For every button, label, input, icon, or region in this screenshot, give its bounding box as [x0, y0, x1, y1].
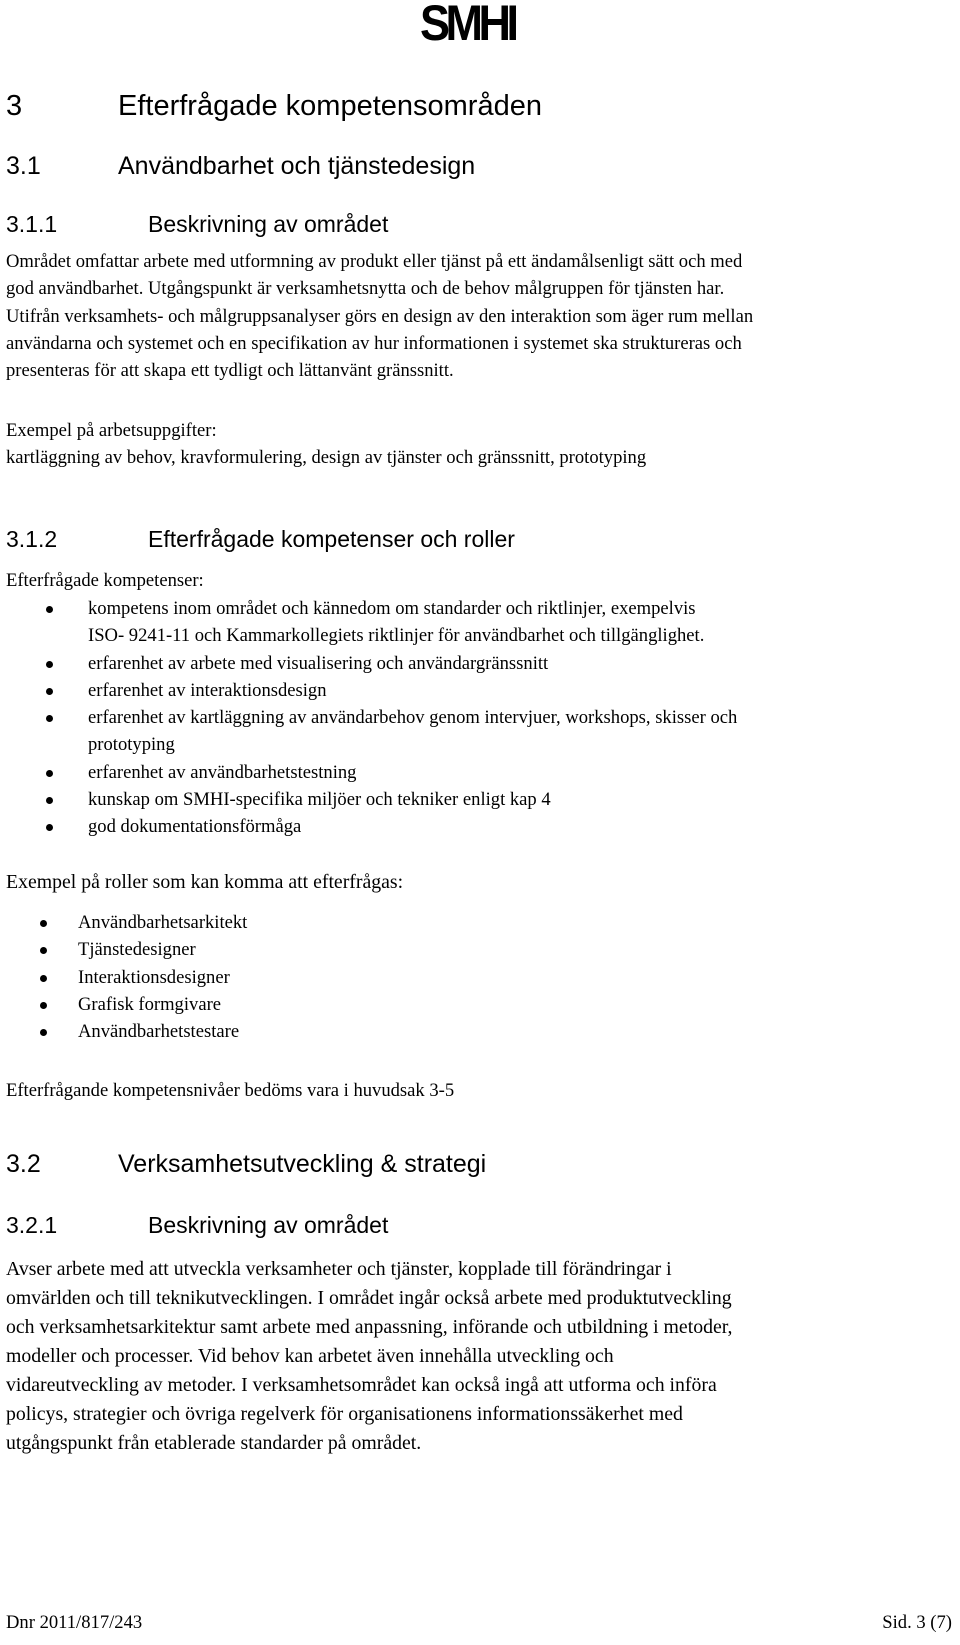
- subheading-3-1-1: [6, 211, 388, 238]
- subheading-title: Beskrivning av området: [148, 1212, 389, 1238]
- section-heading: [6, 90, 542, 123]
- list-item: [0, 677, 960, 704]
- examples-paragraph: [6, 417, 960, 472]
- list-item-text: erfarenhet av användbarhetstestning: [88, 761, 357, 783]
- paragraph-line: och verksamhetsarkitektur samt arbete med anpassning, införande och utbildning i metoder,: [6, 1316, 733, 1338]
- list-item-text: Tjänstedesigner: [78, 939, 196, 961]
- document-number: Dnr 2011/817/243: [6, 1612, 143, 1633]
- list-item: [0, 1018, 960, 1045]
- bullet-icon: [46, 688, 53, 695]
- list-item-text: Grafisk formgivare: [78, 993, 222, 1015]
- description-paragraph-3-2-1: [6, 1255, 960, 1458]
- subsection-heading-3-2: [6, 1150, 486, 1179]
- list-item-text: prototyping: [88, 734, 175, 756]
- page-footer: [6, 1612, 952, 1634]
- subheading-number: 3.2.1: [6, 1212, 58, 1238]
- list-item: [0, 964, 960, 991]
- subheading-number: 3.1.1: [6, 211, 58, 237]
- list-item-text: erfarenhet av arbete med visualisering och användargränssnitt: [88, 652, 549, 674]
- subheading-3-1-2: [6, 526, 515, 553]
- list-item: [0, 813, 960, 840]
- roles-label: Exempel på roller som kan komma att efterfrågas:: [6, 871, 404, 893]
- list-item-text: erfarenhet av interaktionsdesign: [88, 679, 327, 701]
- bullet-icon: [46, 606, 53, 613]
- description-paragraph-3-1-1: [6, 248, 960, 384]
- list-item-text: erfarenhet av kartläggning av användarbehov genom intervjuer, workshops, skisser och: [88, 707, 738, 729]
- bullet-icon: [46, 661, 53, 668]
- smhi-logo: [420, 0, 536, 46]
- paragraph-line: presenteras för att skapa ett tydligt och lättanvänt gränssnitt.: [6, 360, 454, 382]
- bullet-icon: [40, 975, 47, 982]
- list-item-text: kunskap om SMHI-specifika miljöer och tekniker enligt kap 4: [88, 789, 551, 811]
- subheading-title: Efterfrågade kompetenser och roller: [148, 526, 515, 552]
- paragraph-line: god användbarhet. Utgångspunkt är verksamhetsnytta och de behov målgruppen för tjänsten har.: [6, 278, 725, 300]
- competences-list: [0, 595, 960, 841]
- section-number: 3: [6, 90, 23, 122]
- list-item: [0, 991, 960, 1018]
- subheading-number: 3.1.2: [6, 526, 58, 552]
- bullet-icon: [46, 824, 53, 831]
- list-item: [0, 909, 960, 936]
- list-item-text: ISO- 9241-11 och Kammarkollegiets riktlinjer för användbarhet och tillgänglighet.: [88, 625, 705, 647]
- list-item: [0, 786, 960, 813]
- paragraph-line: utgångspunkt från etablerade standarder på området.: [6, 1432, 422, 1454]
- paragraph-line: Avser arbete med att utveckla verksamheter och tjänster, kopplade till förändringar i: [6, 1258, 672, 1280]
- list-item: [0, 704, 960, 759]
- roles-list: [0, 909, 960, 1045]
- subsection-number: 3.2: [6, 1150, 41, 1178]
- competences-label: Efterfrågade kompetenser:: [6, 570, 204, 591]
- subheading-3-2-1: [6, 1212, 388, 1239]
- bullet-icon: [46, 770, 53, 777]
- list-item-text: kompetens inom området och kännedom om standarder och riktlinjer, exempelvis: [88, 598, 696, 619]
- list-item-text: Interaktionsdesigner: [78, 966, 230, 988]
- bullet-icon: [40, 947, 47, 954]
- bullet-icon: [40, 920, 47, 927]
- list-item-text: god dokumentationsförmåga: [88, 816, 302, 838]
- paragraph-line: vidareutveckling av metoder. I verksamhetsområdet kan också ingå att utforma och införa: [6, 1374, 717, 1396]
- list-item: [0, 759, 960, 786]
- competence-level-text: Efterfrågande kompetensnivåer bedöms vara i huvudsak 3-5: [6, 1080, 455, 1101]
- subsection-heading-3-1: [6, 152, 475, 181]
- bullet-icon: [46, 715, 53, 722]
- bullet-icon: [40, 1029, 47, 1036]
- list-item-text: Användbarhetsarkitekt: [78, 912, 248, 933]
- list-item: [0, 936, 960, 963]
- paragraph-line: användarna och systemet och en specifikation av hur informationen i systemet ska struktureras och: [6, 332, 742, 354]
- bullet-icon: [46, 797, 53, 804]
- section-title: Efterfrågade kompetensområden: [118, 90, 542, 122]
- subheading-title: Beskrivning av området: [148, 211, 389, 237]
- list-item: [0, 650, 960, 677]
- subsection-title: Användbarhet och tjänstedesign: [118, 152, 476, 180]
- subsection-title: Verksamhetsutveckling & strategi: [118, 1150, 487, 1178]
- paragraph-line: omvärlden och till teknikutvecklingen. I området ingår också arbete med produktutveckling: [6, 1287, 732, 1309]
- paragraph-line: policys, strategier och övriga regelverk för organisationens informationssäkerhet med: [6, 1403, 683, 1425]
- list-item-text: Användbarhetstestare: [78, 1021, 240, 1043]
- page-number: Sid. 3 (7): [882, 1612, 952, 1633]
- paragraph-line: Området omfattar arbete med utformning av produkt eller tjänst på ett ändamålsenligt sätt och med: [6, 251, 743, 272]
- paragraph-line: modeller och processer. Vid behov kan arbetet även innehålla utveckling och: [6, 1345, 614, 1367]
- bullet-icon: [40, 1002, 47, 1009]
- examples-text: kartläggning av behov, kravformulering, design av tjänster och gränssnitt, prototyping: [6, 447, 647, 469]
- paragraph-line: Utifrån verksamhets- och målgruppsanalyser görs en design av den interaktion som äger rum mellan: [6, 305, 754, 327]
- examples-label: Exempel på arbetsuppgifter:: [6, 420, 217, 441]
- subsection-number: 3.1: [6, 152, 41, 180]
- logo-text: SMHI: [420, 0, 515, 46]
- list-item: [0, 595, 960, 650]
